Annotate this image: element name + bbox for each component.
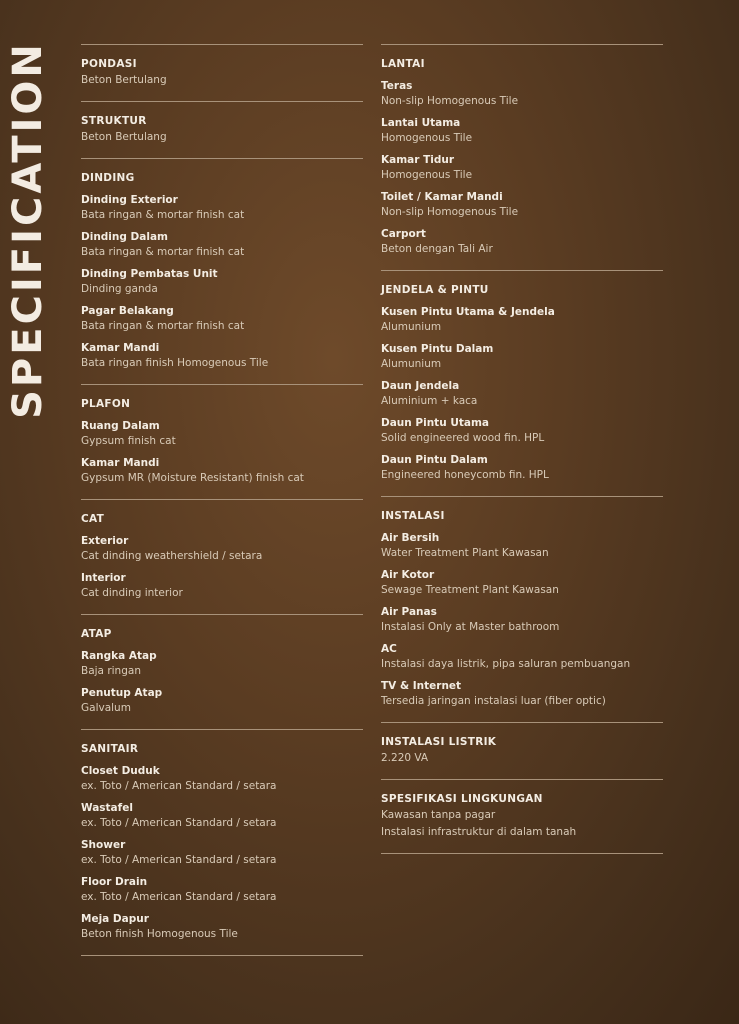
spec-item <box>381 153 663 184</box>
spec-label: Kamar Tidur <box>381 154 455 166</box>
spec-value: Dinding ganda <box>81 283 158 295</box>
spec-label: Dinding Pembatas Unit <box>81 268 218 280</box>
section-title: SANITAIR <box>81 743 139 755</box>
vertical-title <box>5 40 51 420</box>
section-sanitair <box>81 729 363 956</box>
spec-item <box>381 379 663 410</box>
spec-label: Air Panas <box>381 606 437 618</box>
section-atap <box>81 614 363 729</box>
spec-item <box>381 416 663 447</box>
spec-item <box>81 267 363 298</box>
spec-label: Toilet / Kamar Mandi <box>381 191 503 203</box>
spec-label: Air Bersih <box>381 532 440 544</box>
spec-value: Beton finish Homogenous Tile <box>81 928 238 940</box>
spec-value: Instalasi Only at Master bathroom <box>381 621 560 633</box>
spec-item <box>81 456 363 487</box>
section-title: INSTALASI LISTRIK <box>381 736 497 748</box>
spec-item <box>81 193 363 224</box>
section-instalasi-listrik <box>381 722 663 779</box>
spec-value: Bata ringan finish Homogenous Tile <box>81 357 269 369</box>
spec-item <box>81 912 363 943</box>
spec-label: Closet Duduk <box>81 765 160 777</box>
spec-label: Exterior <box>81 535 129 547</box>
spec-label: Lantai Utama <box>381 117 461 129</box>
spec-item <box>81 764 363 795</box>
spec-label: Kamar Mandi <box>81 457 160 469</box>
spec-label: Dinding Exterior <box>81 194 178 206</box>
spec-label: Kusen Pintu Utama & Jendela <box>381 306 555 318</box>
spec-value: Baja ringan <box>81 665 141 677</box>
spec-value: Cat dinding interior <box>81 587 183 599</box>
spec-label: Air Kotor <box>381 569 435 581</box>
spec-item <box>81 875 363 906</box>
spec-label: Daun Pintu Utama <box>381 417 489 429</box>
spec-value: Bata ringan & mortar finish cat <box>81 246 245 258</box>
section-jendela-pintu <box>381 270 663 496</box>
spec-item <box>81 838 363 869</box>
spec-item <box>81 341 363 372</box>
spec-value: Alumunium <box>381 358 442 370</box>
spec-text: Beton Bertulang <box>81 131 167 143</box>
spec-label: Penutup Atap <box>81 687 163 699</box>
spec-value: Alumunium <box>381 321 442 333</box>
spec-value: Homogenous Tile <box>381 132 473 144</box>
spec-value: Bata ringan & mortar finish cat <box>81 209 245 221</box>
spec-text: Instalasi infrastruktur di dalam tanah <box>381 826 577 838</box>
spec-item <box>381 568 663 599</box>
section-title: LANTAI <box>381 58 425 70</box>
spec-item <box>381 531 663 562</box>
spec-item <box>381 453 663 484</box>
section-dinding <box>81 158 363 384</box>
spec-value: Bata ringan & mortar finish cat <box>81 320 245 332</box>
section-title: ATAP <box>81 628 112 640</box>
section-spesifikasi-lingkungan <box>381 779 663 854</box>
spec-value: Beton dengan Tali Air <box>381 243 493 255</box>
spec-label: AC <box>381 643 397 655</box>
spec-value: Gypsum finish cat <box>81 435 176 447</box>
spec-item <box>381 79 663 110</box>
spec-item <box>81 534 363 565</box>
section-title: INSTALASI <box>381 510 445 522</box>
left-column <box>81 44 363 956</box>
spec-label: Pagar Belakang <box>81 305 174 317</box>
spec-value: Galvalum <box>81 702 131 714</box>
spec-value: ex. Toto / American Standard / setara <box>81 891 277 903</box>
spec-item <box>381 190 663 221</box>
spec-item <box>81 571 363 602</box>
section-title: PONDASI <box>81 58 137 70</box>
spec-value: Non-slip Homogenous Tile <box>381 206 519 218</box>
spec-item <box>81 649 363 680</box>
spec-label: Shower <box>81 839 126 851</box>
spec-value: ex. Toto / American Standard / setara <box>81 817 277 829</box>
section-title: SPESIFIKASI LINGKUNGAN <box>381 793 543 805</box>
spec-item <box>81 686 363 717</box>
right-column <box>381 44 663 854</box>
spec-item <box>381 227 663 258</box>
spec-item <box>81 230 363 261</box>
section-title: PLAFON <box>81 398 131 410</box>
section-instalasi <box>381 496 663 722</box>
spec-label: Teras <box>381 80 413 92</box>
section-lantai <box>381 44 663 270</box>
spec-value: ex. Toto / American Standard / setara <box>81 854 277 866</box>
section-plafon <box>81 384 363 499</box>
spec-label: Interior <box>81 572 126 584</box>
section-title: DINDING <box>81 172 135 184</box>
spec-value: Water Treatment Plant Kawasan <box>381 547 549 559</box>
spec-label: Wastafel <box>81 802 133 814</box>
section-title: STRUKTUR <box>81 115 147 127</box>
spec-value: Tersedia jaringan instalasi luar (fiber optic) <box>381 695 606 707</box>
spec-value: Homogenous Tile <box>381 169 473 181</box>
spec-item <box>81 304 363 335</box>
spec-value: Solid engineered wood fin. HPL <box>381 432 545 444</box>
spec-label: Rangka Atap <box>81 650 157 662</box>
section-cat <box>81 499 363 614</box>
spec-label: Kamar Mandi <box>81 342 160 354</box>
spec-item <box>81 419 363 450</box>
section-struktur <box>81 101 363 158</box>
spec-label: Ruang Dalam <box>81 420 160 432</box>
spec-value: Instalasi daya listrik, pipa saluran pembuangan <box>381 658 631 670</box>
spec-item <box>381 605 663 636</box>
section-title: JENDELA & PINTU <box>381 284 489 296</box>
spec-label: Carport <box>381 228 426 240</box>
spec-value: Non-slip Homogenous Tile <box>381 95 519 107</box>
section-title: CAT <box>81 513 105 525</box>
spec-item <box>381 642 663 673</box>
section-pondasi <box>81 44 363 101</box>
spec-label: Dinding Dalam <box>81 231 168 243</box>
spec-text: Kawasan tanpa pagar <box>381 809 496 821</box>
spec-text: Beton Bertulang <box>81 74 167 86</box>
spec-label: Floor Drain <box>81 876 148 888</box>
spec-item <box>381 305 663 336</box>
spec-label: Meja Dapur <box>81 913 149 925</box>
spec-item <box>81 801 363 832</box>
page-title: SPECIFICATION <box>5 41 51 419</box>
spec-value: ex. Toto / American Standard / setara <box>81 780 277 792</box>
spec-value: Aluminium + kaca <box>381 395 478 407</box>
spec-value: Engineered honeycomb fin. HPL <box>381 469 549 481</box>
spec-item <box>381 679 663 710</box>
spec-item <box>381 116 663 147</box>
spec-value: Sewage Treatment Plant Kawasan <box>381 584 559 596</box>
spec-label: Daun Pintu Dalam <box>381 454 488 466</box>
spec-label: Kusen Pintu Dalam <box>381 343 494 355</box>
spec-label: TV & Internet <box>381 680 462 692</box>
spec-text: 2.220 VA <box>381 752 429 764</box>
spec-value: Cat dinding weathershield / setara <box>81 550 263 562</box>
spec-item <box>381 342 663 373</box>
spec-value: Gypsum MR (Moisture Resistant) finish cat <box>81 472 304 484</box>
spec-label: Daun Jendela <box>381 380 460 392</box>
